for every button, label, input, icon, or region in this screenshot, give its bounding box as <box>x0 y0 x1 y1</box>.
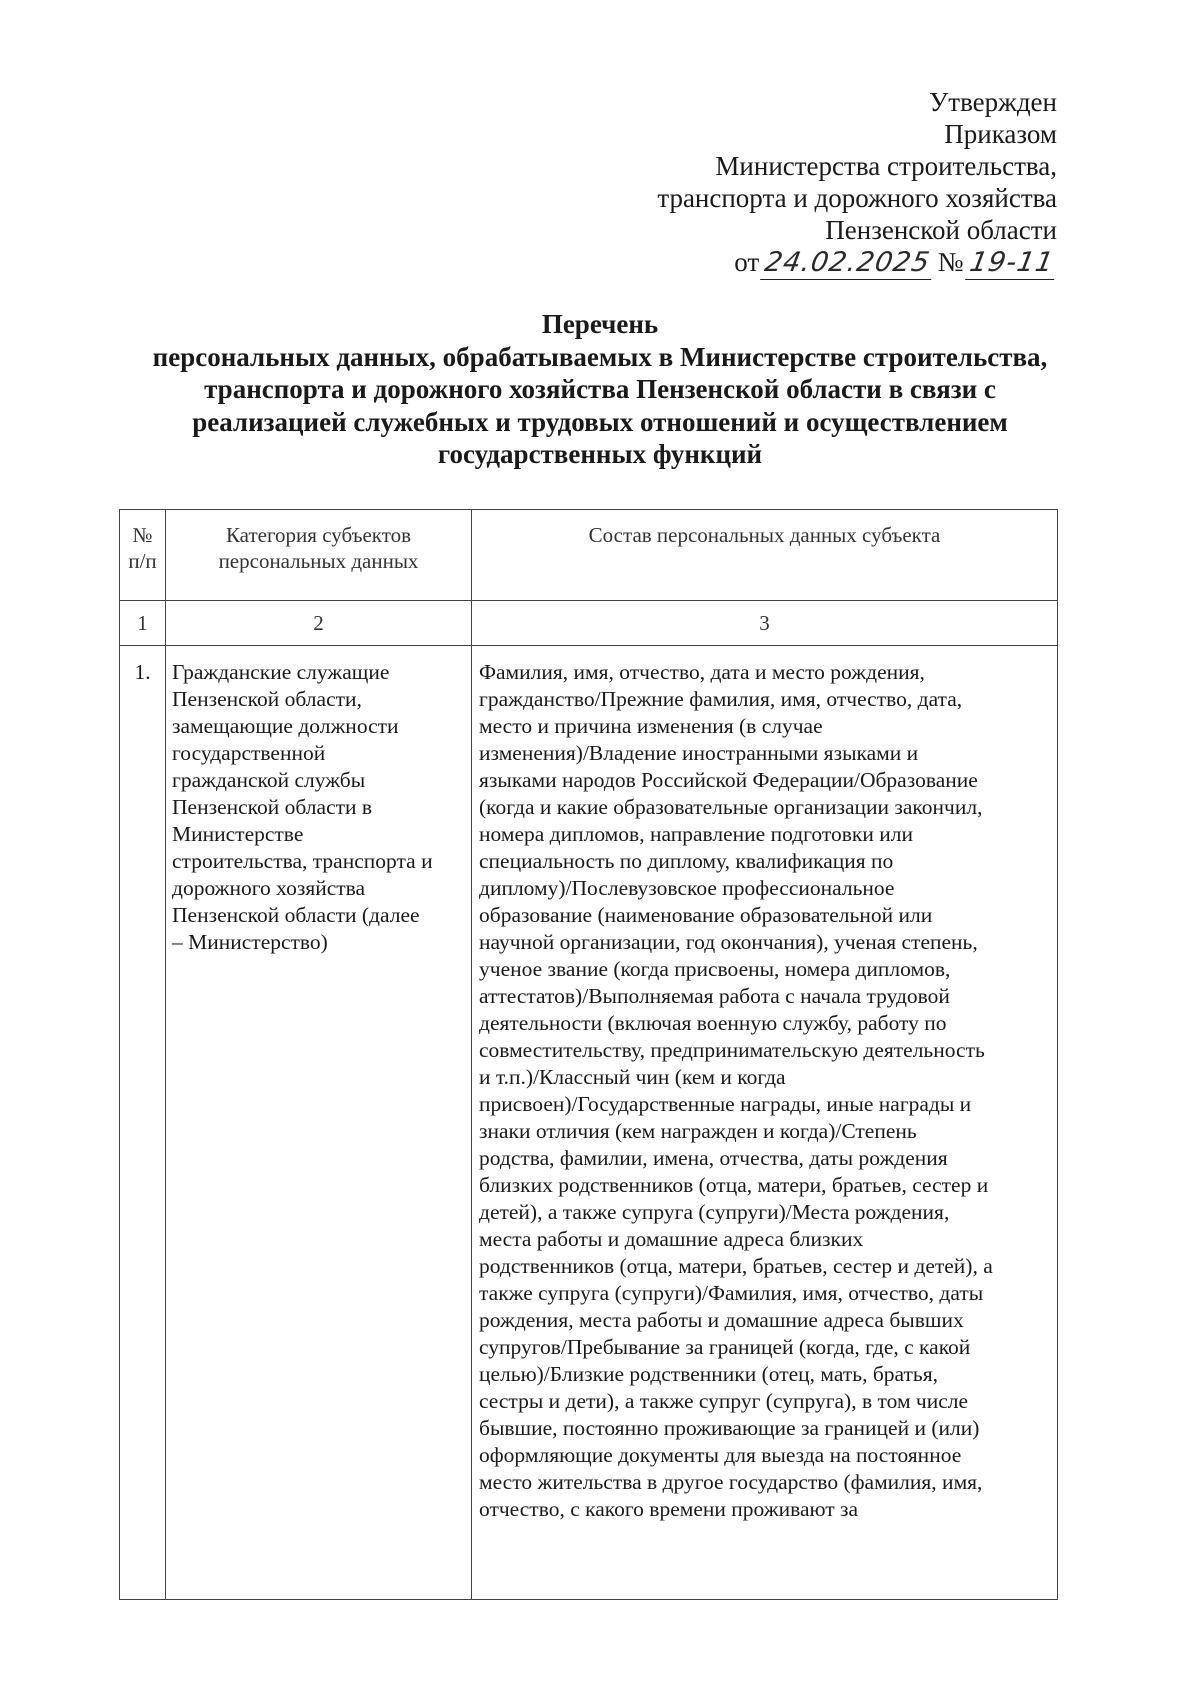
header-category <box>166 510 472 601</box>
composition-line: сестры и дети), а также супруг (супруга), в том числе <box>479 1389 969 1413</box>
header-category-line: Категория субъектов <box>225 523 412 547</box>
category-line: Пензенской области, <box>172 687 362 711</box>
composition-line: целью)/Близкие родственники (отец, мать, братья, <box>479 1362 938 1386</box>
approval-signature-row <box>657 246 1057 280</box>
title-heading: Перечень <box>541 309 659 339</box>
composition-line: ученое звание (когда присвоены, номера дипломов, <box>479 957 951 981</box>
category-line: Министерстве <box>172 822 304 846</box>
composition-line: гражданство/Прежние фамилия, имя, отчество, дата, <box>479 687 963 711</box>
composition-line: места работы и домашние адреса близких <box>479 1227 864 1251</box>
composition-line: родства, фамилии, имена, отчества, даты рождения <box>479 1146 948 1170</box>
header-number-line: п/п <box>128 549 157 573</box>
index-cell: 3 <box>472 601 1058 646</box>
composition-line: аттестатов)/Выполняемая работа с начала трудовой <box>479 984 950 1008</box>
approval-line: транспорта и дорожного хозяйства <box>657 183 1057 213</box>
composition-line: научной организации, год окончания), ученая степень, <box>479 930 978 954</box>
composition-line: специальность по диплому, квалификация по <box>479 849 894 873</box>
composition-line: (когда и какие образовательные организации закончил, <box>479 795 983 819</box>
category-line: гражданской службы <box>172 768 366 792</box>
handwritten-number: 19-11 <box>965 247 1060 280</box>
composition-line: детей), а также супруга (супруги)/Места рождения, <box>479 1200 950 1224</box>
category-line: Пензенской области в <box>172 795 373 819</box>
category-line: строительства, транспорта и <box>172 849 433 873</box>
index-cell: 1 <box>120 601 166 646</box>
composition-line: место и причина изменения (в случае <box>479 714 823 738</box>
approval-block <box>657 86 1057 280</box>
header-category-line: персональных данных <box>218 549 419 573</box>
composition-line: образование (наименование образовательной или <box>479 903 933 927</box>
document-title <box>100 308 1100 471</box>
approval-line: Приказом <box>944 119 1057 149</box>
header-composition: Состав персональных данных субъекта <box>472 510 1058 601</box>
header-number-line: № <box>132 523 153 547</box>
composition-line: рождения, места работы и домашние адреса бывших <box>479 1308 964 1332</box>
composition-line: присвоен)/Государственные награды, иные награды и <box>479 1092 972 1116</box>
composition-line: диплому)/Послевузовское профессиональное <box>479 876 895 900</box>
composition-line: и т.п.)/Классный чин (кем и когда <box>479 1065 786 1089</box>
category-line: государственной <box>172 741 326 765</box>
row-number: 1. <box>120 646 166 1600</box>
title-line: транспорта и дорожного хозяйства Пензенской области в связи с <box>204 374 996 404</box>
approval-line: Утвержден <box>929 87 1057 117</box>
composition-line: близких родственников (отца, матери, братьев, сестер и <box>479 1173 989 1197</box>
composition-line: также супруга (супруги)/Фамилия, имя, отчество, даты <box>479 1281 984 1305</box>
table-header-row <box>120 510 1058 601</box>
composition-line: Фамилия, имя, отчество, дата и место рождения, <box>479 660 925 684</box>
row-category <box>166 646 472 1600</box>
composition-line: отчество, с какого времени проживают за <box>479 1497 859 1521</box>
table-index-row <box>120 601 1058 646</box>
title-line: государственных функций <box>437 439 763 469</box>
table-row <box>120 646 1058 1600</box>
approval-line: Пензенской области <box>825 215 1057 245</box>
composition-line: языками народов Российской Федерации/Образование <box>479 768 978 792</box>
header-number <box>120 510 166 601</box>
approval-line: Министерства строительства, <box>715 151 1057 181</box>
title-line: реализацией служебных и трудовых отношений и осуществлением <box>192 406 1008 437</box>
composition-line: бывшие, постоянно проживающие за границей и (или) <box>479 1416 980 1440</box>
handwritten-date: 24.02.2025 <box>760 247 936 280</box>
category-line: – Министерство) <box>172 930 328 954</box>
composition-line: оформляющие документы для выезда на постоянное <box>479 1443 962 1467</box>
composition-line: номера дипломов, направление подготовки или <box>479 822 913 846</box>
personal-data-table <box>119 509 1058 1600</box>
category-line: Пензенской области (далее <box>172 903 420 927</box>
composition-line: знаки отличия (кем награжден и когда)/Степень <box>479 1119 917 1143</box>
category-line: дорожного хозяйства <box>172 876 366 900</box>
index-cell: 2 <box>166 601 472 646</box>
category-line: замещающие должности <box>172 714 399 738</box>
composition-line: место жительства в другое государство (фамилия, имя, <box>479 1470 983 1494</box>
composition-line: деятельности (включая военную службу, работу по <box>479 1011 947 1035</box>
composition-line: супругов/Пребывание за границей (когда, где, с какой <box>479 1335 971 1359</box>
title-line: персональных данных, обрабатываемых в Министерстве строительства, <box>152 341 1048 372</box>
row-composition <box>472 646 1058 1600</box>
number-label: № <box>937 247 964 277</box>
composition-line: изменения)/Владение иностранными языками и <box>479 741 919 765</box>
from-label: от <box>734 247 760 277</box>
composition-line: совместительству, предпринимательскую деятельность <box>479 1038 985 1062</box>
composition-line: родственников (отца, матери, братьев, сестер и детей), а <box>479 1254 993 1278</box>
category-line: Гражданские служащие <box>172 660 390 684</box>
